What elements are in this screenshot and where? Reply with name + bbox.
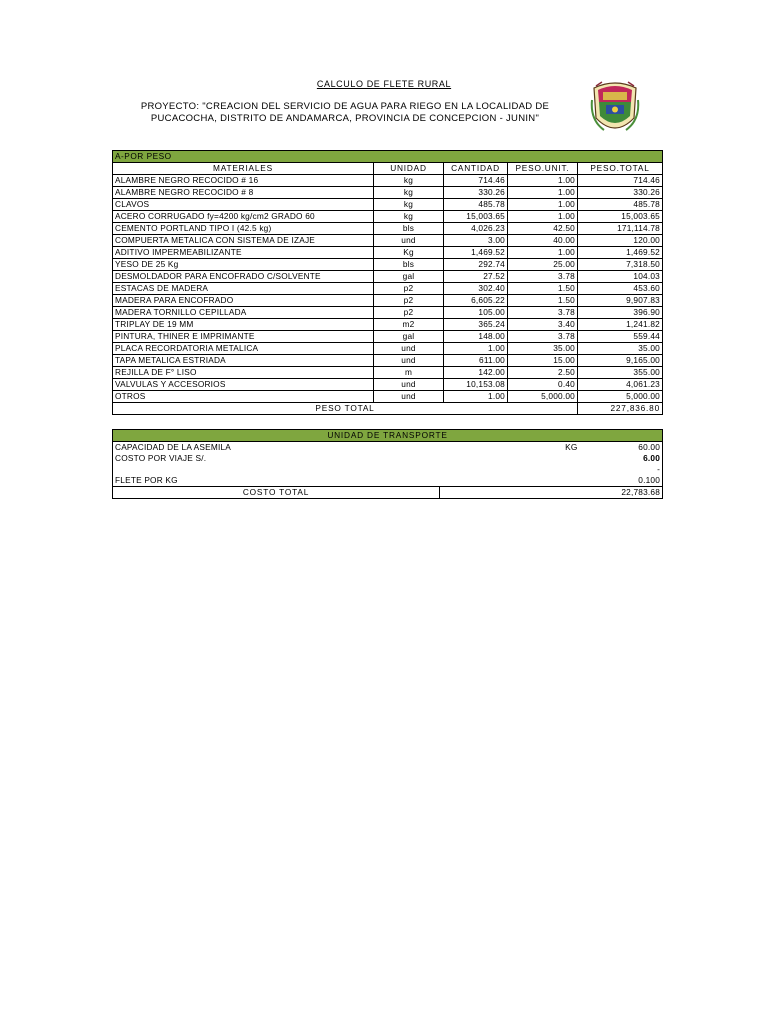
material-quantity: 714.46 (444, 175, 508, 187)
material-total-weight: 330.26 (578, 187, 663, 199)
section-a-label: A-POR PESO (113, 151, 663, 163)
material-unit: m (374, 367, 444, 379)
peso-total-label: PESO TOTAL (113, 403, 578, 415)
peso-total-row (113, 403, 663, 415)
capacidad-unit: KG (565, 442, 578, 452)
costo-viaje-label: COSTO POR VIAJE S/. (113, 453, 364, 464)
peso-total-value: 227,836.80 (578, 403, 663, 415)
material-unit: gal (374, 331, 444, 343)
municipal-coat-of-arms-icon (590, 80, 640, 136)
table-row (113, 235, 663, 247)
material-name: ALAMBRE NEGRO RECOCIDO # 16 (113, 175, 374, 187)
material-total-weight: 120.00 (578, 235, 663, 247)
material-name: VALVULAS Y ACCESORIOS (113, 379, 374, 391)
material-unit: und (374, 235, 444, 247)
table-header-row (113, 163, 663, 175)
material-quantity: 148.00 (444, 331, 508, 343)
material-name: COMPUERTA METALICA CON SISTEMA DE IZAJE (113, 235, 374, 247)
material-unit: gal (374, 271, 444, 283)
table-row (113, 379, 663, 391)
material-unit-weight: 3.40 (508, 319, 578, 331)
table-row (113, 211, 663, 223)
material-quantity: 15,003.65 (444, 211, 508, 223)
material-unit-weight: 15.00 (508, 355, 578, 367)
material-name: REJILLA DE F° LISO (113, 367, 374, 379)
material-name: YESO DE 25 Kg (113, 259, 374, 271)
col-header-peso-unit: PESO.UNIT. (508, 163, 578, 175)
material-unit: kg (374, 187, 444, 199)
material-unit-weight: 2.50 (508, 367, 578, 379)
material-name: TRIPLAY DE 19 MM (113, 319, 374, 331)
material-unit-weight: 3.78 (508, 307, 578, 319)
material-quantity: 3.00 (444, 235, 508, 247)
material-unit-weight: 40.00 (508, 235, 578, 247)
material-unit: und (374, 391, 444, 403)
materials-table (112, 150, 663, 415)
material-quantity: 4,026.23 (444, 223, 508, 235)
material-unit: m2 (374, 319, 444, 331)
capacidad-value: 60.00 (580, 442, 663, 454)
material-unit-weight: 35.00 (508, 343, 578, 355)
table-row (113, 307, 663, 319)
material-total-weight: 5,000.00 (578, 391, 663, 403)
material-quantity: 1,469.52 (444, 247, 508, 259)
material-quantity: 1.00 (444, 391, 508, 403)
material-unit: p2 (374, 283, 444, 295)
material-name: CLAVOS (113, 199, 374, 211)
material-unit: p2 (374, 295, 444, 307)
material-unit-weight: 1.00 (508, 199, 578, 211)
material-quantity: 485.78 (444, 199, 508, 211)
material-unit: kg (374, 175, 444, 187)
table-row (113, 391, 663, 403)
capacidad-label: CAPACIDAD DE LA ASEMILA (113, 442, 364, 454)
transport-header: UNIDAD DE TRANSPORTE (113, 430, 663, 442)
material-name: OTROS (113, 391, 374, 403)
material-total-weight: 171,114.78 (578, 223, 663, 235)
project-description (130, 101, 560, 125)
material-unit-weight: 42.50 (508, 223, 578, 235)
material-total-weight: 1,469.52 (578, 247, 663, 259)
material-quantity: 1.00 (444, 343, 508, 355)
table-row (113, 175, 663, 187)
table-row (113, 355, 663, 367)
project-line-2: PUCACOCHA, DISTRITO DE ANDAMARCA, PROVINCIA DE CONCEPCION - JUNIN" (150, 113, 540, 124)
transport-table (112, 429, 663, 499)
material-unit: und (374, 343, 444, 355)
material-total-weight: 9,907.83 (578, 295, 663, 307)
table-row (113, 271, 663, 283)
material-total-weight: 453.60 (578, 283, 663, 295)
material-unit: p2 (374, 307, 444, 319)
material-unit: bls (374, 259, 444, 271)
material-name: ADITIVO IMPERMEABILIZANTE (113, 247, 374, 259)
table-row (113, 343, 663, 355)
material-name: ESTACAS DE MADERA (113, 283, 374, 295)
material-unit: Kg (374, 247, 444, 259)
material-unit-weight: 1.00 (508, 247, 578, 259)
material-unit: kg (374, 199, 444, 211)
material-total-weight: 485.78 (578, 199, 663, 211)
table-row (113, 283, 663, 295)
material-unit-weight: 25.00 (508, 259, 578, 271)
material-name: ACERO CORRUGADO fy=4200 kg/cm2 GRADO 60 (113, 211, 374, 223)
flete-value: 0.100 (580, 475, 663, 487)
col-header-unidad: UNIDAD (374, 163, 444, 175)
project-line-1: PROYECTO: "CREACION DEL SERVICIO DE AGUA PARA RIEGO EN LA LOCALIDAD DE (140, 101, 550, 112)
material-unit: bls (374, 223, 444, 235)
material-total-weight: 4,061.23 (578, 379, 663, 391)
material-unit-weight: 3.78 (508, 331, 578, 343)
document-title: CALCULO DE FLETE RURAL (316, 79, 452, 89)
material-unit: und (374, 379, 444, 391)
material-name: PLACA RECORDATORIA METALICA (113, 343, 374, 355)
material-quantity: 302.40 (444, 283, 508, 295)
table-row (113, 199, 663, 211)
material-total-weight: 35.00 (578, 343, 663, 355)
material-name: PINTURA, THINER E IMPRIMANTE (113, 331, 374, 343)
col-header-cantidad: CANTIDAD (444, 163, 508, 175)
table-row (113, 295, 663, 307)
table-row (113, 367, 663, 379)
material-total-weight: 1,241.82 (578, 319, 663, 331)
costo-total-label: COSTO TOTAL (113, 487, 440, 499)
material-unit-weight: 1.00 (508, 187, 578, 199)
material-name: MADERA TORNILLO CEPILLADA (113, 307, 374, 319)
material-unit-weight: 1.50 (508, 283, 578, 295)
table-row (113, 247, 663, 259)
material-quantity: 330.26 (444, 187, 508, 199)
material-name: DESMOLDADOR PARA ENCOFRADO C/SOLVENTE (113, 271, 374, 283)
col-header-peso-total: PESO.TOTAL (578, 163, 663, 175)
material-total-weight: 104.03 (578, 271, 663, 283)
material-unit-weight: 1.50 (508, 295, 578, 307)
material-quantity: 365.24 (444, 319, 508, 331)
material-total-weight: 9,165.00 (578, 355, 663, 367)
material-total-weight: 355.00 (578, 367, 663, 379)
table-row (113, 223, 663, 235)
table-row (113, 319, 663, 331)
costo-viaje-value: 6.00 (580, 453, 663, 464)
material-quantity: 611.00 (444, 355, 508, 367)
table-row (113, 187, 663, 199)
material-unit: kg (374, 211, 444, 223)
material-quantity: 27.52 (444, 271, 508, 283)
material-total-weight: 714.46 (578, 175, 663, 187)
material-total-weight: 7,318.50 (578, 259, 663, 271)
flete-label: FLETE POR KG (113, 475, 364, 487)
material-quantity: 292.74 (444, 259, 508, 271)
dash-value: - (580, 464, 663, 475)
material-quantity: 6,605.22 (444, 295, 508, 307)
material-unit-weight: 3.78 (508, 271, 578, 283)
material-total-weight: 396.90 (578, 307, 663, 319)
material-name: ALAMBRE NEGRO RECOCIDO # 8 (113, 187, 374, 199)
material-unit-weight: 1.00 (508, 211, 578, 223)
table-row (113, 259, 663, 271)
col-header-materiales: MATERIALES (113, 163, 374, 175)
material-name: MADERA PARA ENCOFRADO (113, 295, 374, 307)
material-total-weight: 15,003.65 (578, 211, 663, 223)
material-name: TAPA METALICA ESTRIADA (113, 355, 374, 367)
material-quantity: 105.00 (444, 307, 508, 319)
table-row (113, 331, 663, 343)
material-unit-weight: 1.00 (508, 175, 578, 187)
material-quantity: 142.00 (444, 367, 508, 379)
material-name: CEMENTO PORTLAND TIPO I (42.5 kg) (113, 223, 374, 235)
costo-total-value: 22,783.68 (440, 487, 663, 499)
material-total-weight: 559.44 (578, 331, 663, 343)
material-unit: und (374, 355, 444, 367)
material-unit-weight: 5,000.00 (508, 391, 578, 403)
material-unit-weight: 0.40 (508, 379, 578, 391)
material-quantity: 10,153.08 (444, 379, 508, 391)
